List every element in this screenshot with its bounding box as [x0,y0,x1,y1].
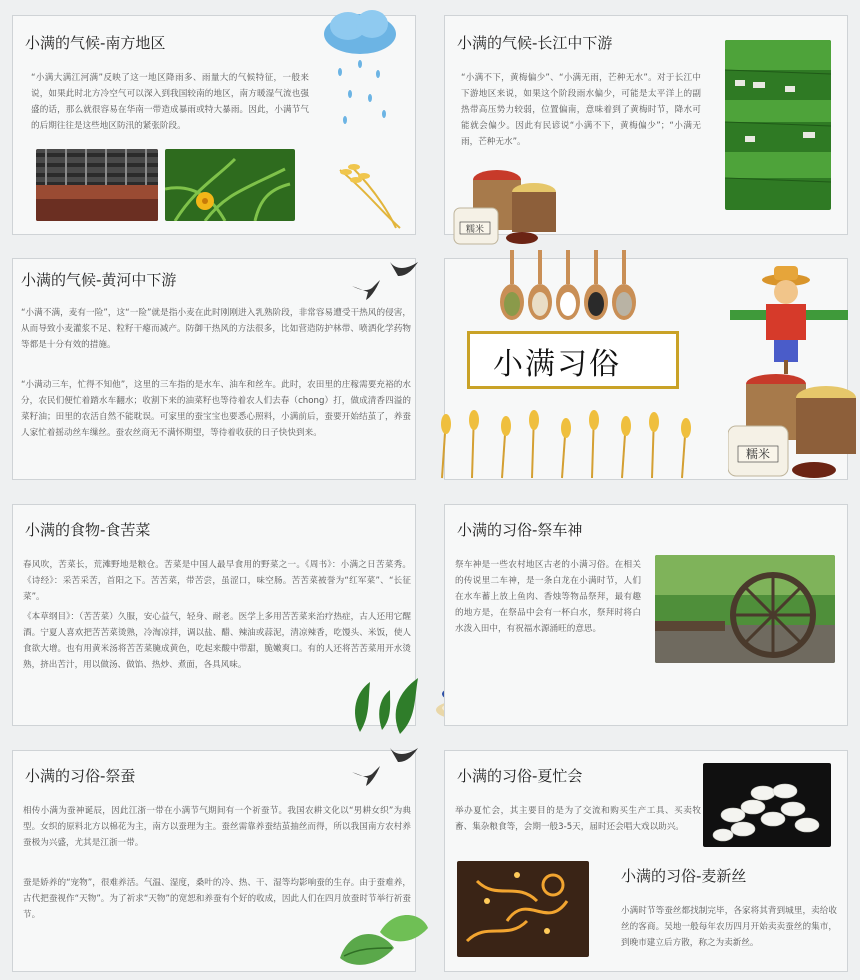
card-body-1: 相传小满为蚕神诞辰，因此江浙一带在小满节气期间有一个祈蚕节。我国农耕文化以“男耕女织”为典型。女织的原料北方以棉花为主，南方以蚕理为主。蚕丝需靠养蚕结茧抽丝而得，所以我国南方农村养蚕极为兴盛，尤其是江浙一带。 [23,806,411,848]
card-title: 小满的气候-黄河中下游 [21,271,177,289]
grain-sack-icon [728,372,860,482]
waterwheel-photo [655,555,835,663]
roof-tiles-photo [36,149,158,221]
card-body-fair: 举办夏忙会，其主要目的是为了交流和购买生产工具、买卖牧畜、集杂粮食等，会期一般3-5天，届时还会唱大戏以助兴。 [455,806,701,832]
card-title: 小满的食物-食苦菜 [25,521,151,539]
wheat-icon [432,408,708,480]
card-title: 小满的气候-长江中下游 [457,34,613,52]
sugar-art-photo [457,861,589,957]
card-title: 小满的习俗-祭蚕 [25,767,136,785]
spoon-icon [495,250,655,322]
center-title: 小满习俗 [493,347,621,382]
card-body-2: “小满动三车，忙得不知他”，这里的三车指的是水车、油车和丝车。此时，农田里的庄稼需要充裕的水分，农民们便忙着踏水车翻水；收割下来的油菜籽也等待着农人们去春（chong）打，做成清香四溢的菜籽油；田里的农活自然不能耽误。可家里的蚕宝宝也要悉心照料，小满前后，蚕要开始结茧了，养蚕人家忙着摇动丝车缫丝。蚕农丝商无不满怀期望，等待着收获的日子快快到来。 [21,380,411,438]
scarecrow-icon [728,264,854,374]
rice-sack-label: 糯米 [465,225,485,235]
card-body: “小满不下，黄梅偏少”、“小满无雨，芒种无水”。对于长江中下游地区来说，如果这个阶段雨水偏少，可能是太平洋上的副热带高压势力较弱，位置偏南，意味着到了黄梅时节，降水可能就会偏少。因此有民谚说“小满不下，黄梅偏少”；“小满无雨，芒种无水”。 [461,73,701,147]
swallow-icon [346,742,422,788]
card-title-silk: 小满的习俗-麦新丝 [621,867,747,885]
leaf-icon [330,908,430,980]
card-title: 小满的气候-南方地区 [25,34,166,52]
card-body: “小满大满江河满”反映了这一地区降雨多、雨量大的气候特征，一般来说，如果此时北方冷空气可以深入到我国较南的地区，南方暖湿气流也强盛的话，那么就很容易在华南一带造成暴雨或特大暴雨。因此，小满节气的后期往往是这些地区防汛的紧张阶段。 [31,73,309,131]
card-title-fair: 小满的习俗-夏忙会 [457,767,583,785]
card-cart-god [444,504,848,726]
leaf-icon [340,672,430,736]
wheat-icon [330,150,410,230]
yellow-flower-photo [165,149,295,221]
rice-field-photo [725,40,831,210]
rain-cloud-icon [320,2,400,132]
card-body-silk: 小满时节等蚕丝都找制完毕，各家将其背到城里，卖给收丝的客商。吴地一般每年农历四月开始卖卖蚕丝的集市，到晚市建立后方散，称之为卖新丝。 [621,906,837,948]
swallow-icon [346,256,422,302]
card-summer-fair [444,750,848,972]
card-body: 祭车神是一些农村地区古老的小满习俗。在相关的传说里二车神，是一条白龙在小满时节，人们在水车蓄上放上鱼肉、香烛等物品祭拜，最有趣的地方是，在祭品中会有一杯白水，祭拜时将白水泼入田中，有祝福水源涌旺的意思。 [455,560,641,634]
card-body-2: 蚕是娇养的“宠物”，很难养活。气温、湿度，桑叶的冷、热、干、湿等均影响蚕的生存。由于蚕难养，古代把蚕视作“天物”。为了祈求“天物”的宽恕和养蚕有个好的收成，因此人们在四月放蚕时节举行祈蚕节。 [23,878,411,920]
silk-cocoons-photo [703,763,831,847]
card-title: 小满的习俗-祭车神 [457,521,583,539]
grain-sack-icon [452,160,562,246]
card-body-1: “小满不满，麦有一险”，这“一险”就是指小麦在此时刚刚进入乳熟阶段，非常容易遭受干热风的侵害，从而导致小麦灌浆不足、粒籽干瘪而减产。防御干热风的方法很多，比如营造防护林带、喷洒化学药物等都是十分有效的措施。 [21,308,411,350]
rice-sack-label: 糯米 [745,447,771,461]
card-body-1: 春风吹，苦菜长，荒滩野地是粮仓。苦菜是中国人最早食用的野菜之一。《周书》：小满之日苦菜秀。《诗经》：采苦采苦，首阳之下。苦苦菜，带苦尝，虽涩口，味空肠。苦苦菜被誉为“红军菜”、“长征菜”。 [23,560,411,602]
card-body-2: 《本草纲目》：（苦苦菜）久服，安心益气，轻身、耐老。医学上多用苦苦菜来治疗热症，古人还用它醒酒。宁夏人喜欢把苦苦菜烫熟，冷淘凉拌，调以盐、醋、辣油或蒜泥，清凉辣香，吃馒头、米饭，使人食欲大增。也有用黄米汤将苦苦菜腌成黄色，吃起来酸中带甜，脆嫩爽口。有的人还将苦苦菜用开水烫熟，挤出苦汁，用以做汤、做馅、热炒、煮面，各具风味。 [23,612,411,670]
